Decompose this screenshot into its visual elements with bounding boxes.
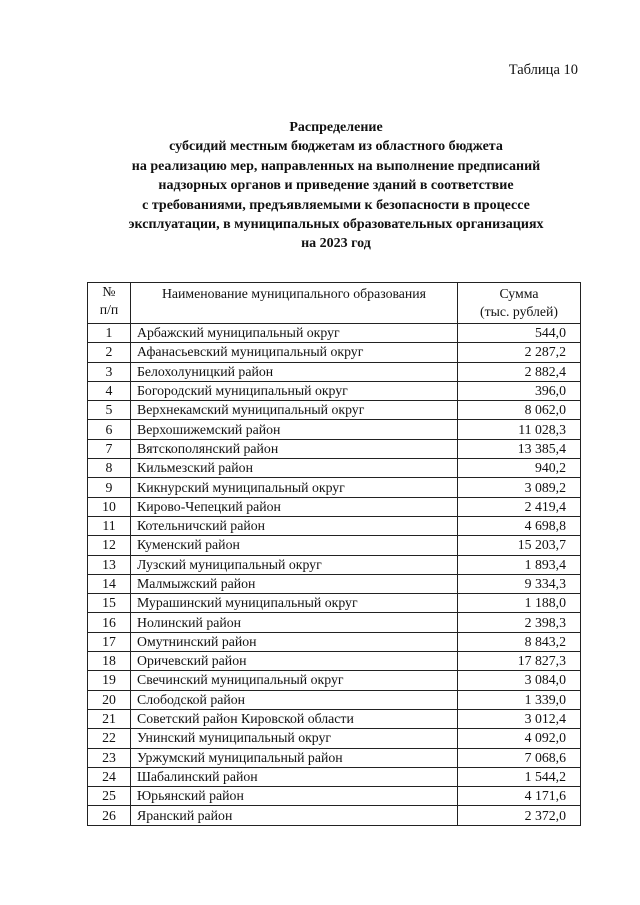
row-sum: 13 385,4 bbox=[458, 439, 581, 458]
row-municipality-name: Куменский район bbox=[131, 536, 458, 555]
title-line: Распределение bbox=[289, 120, 383, 135]
row-municipality-name: Свечинский муниципальный округ bbox=[131, 671, 458, 690]
table-row bbox=[88, 729, 581, 748]
row-sum: 1 893,4 bbox=[458, 555, 581, 574]
row-sum: 7 068,6 bbox=[458, 748, 581, 767]
header-name: Наименование муниципального образования bbox=[131, 283, 458, 324]
row-number: 12 bbox=[88, 536, 131, 555]
row-number: 20 bbox=[88, 690, 131, 709]
table-row bbox=[88, 439, 581, 458]
row-municipality-name: Кикнурский муниципальный округ bbox=[131, 478, 458, 497]
table-row bbox=[88, 613, 581, 632]
row-number: 16 bbox=[88, 613, 131, 632]
row-sum: 3 012,4 bbox=[458, 709, 581, 728]
table-row bbox=[88, 767, 581, 786]
row-number: 7 bbox=[88, 439, 131, 458]
row-municipality-name: Юрьянский район bbox=[131, 787, 458, 806]
row-sum: 3 084,0 bbox=[458, 671, 581, 690]
row-municipality-name: Вятскополянский район bbox=[131, 439, 458, 458]
table-row bbox=[88, 381, 581, 400]
row-number: 18 bbox=[88, 652, 131, 671]
title-line: субсидий местным бюджетам из областного бюджета bbox=[169, 139, 503, 155]
table-row bbox=[88, 574, 581, 593]
row-number: 25 bbox=[88, 787, 131, 806]
subsidy-table bbox=[87, 282, 581, 826]
row-municipality-name: Слободской район bbox=[131, 690, 458, 709]
row-number: 19 bbox=[88, 671, 131, 690]
row-municipality-name: Афанасьевский муниципальный округ bbox=[131, 343, 458, 362]
table-row bbox=[88, 806, 581, 825]
row-number: 2 bbox=[88, 343, 131, 362]
row-sum: 9 334,3 bbox=[458, 574, 581, 593]
title-line: эксплуатации, в муниципальных образовательных организациях bbox=[128, 217, 544, 233]
row-municipality-name: Оричевский район bbox=[131, 652, 458, 671]
table-row bbox=[88, 748, 581, 767]
row-municipality-name: Верхошижемский район bbox=[131, 420, 458, 439]
table-row bbox=[88, 555, 581, 574]
table-row bbox=[88, 671, 581, 690]
row-sum: 2 287,2 bbox=[458, 343, 581, 362]
table-row bbox=[88, 787, 581, 806]
row-sum: 1 544,2 bbox=[458, 767, 581, 786]
row-sum: 8 062,0 bbox=[458, 401, 581, 420]
row-municipality-name: Богородский муниципальный округ bbox=[131, 381, 458, 400]
row-municipality-name: Малмыжский район bbox=[131, 574, 458, 593]
row-sum: 11 028,3 bbox=[458, 420, 581, 439]
row-sum: 8 843,2 bbox=[458, 632, 581, 651]
row-number: 9 bbox=[88, 478, 131, 497]
row-number: 4 bbox=[88, 381, 131, 400]
table-row bbox=[88, 401, 581, 420]
row-sum: 1 339,0 bbox=[458, 690, 581, 709]
row-number: 14 bbox=[88, 574, 131, 593]
table-row bbox=[88, 709, 581, 728]
row-number: 15 bbox=[88, 594, 131, 613]
table-row bbox=[88, 652, 581, 671]
table-row bbox=[88, 594, 581, 613]
row-number: 21 bbox=[88, 709, 131, 728]
document-title bbox=[70, 118, 602, 254]
table-row bbox=[88, 497, 581, 516]
row-sum: 544,0 bbox=[458, 324, 581, 343]
row-sum: 4 092,0 bbox=[458, 729, 581, 748]
row-sum: 3 089,2 bbox=[458, 478, 581, 497]
row-sum: 2 419,4 bbox=[458, 497, 581, 516]
header-sum bbox=[458, 283, 581, 324]
row-sum: 17 827,3 bbox=[458, 652, 581, 671]
row-municipality-name: Лузский муниципальный округ bbox=[131, 555, 458, 574]
row-number: 24 bbox=[88, 767, 131, 786]
table-row bbox=[88, 690, 581, 709]
row-number: 3 bbox=[88, 362, 131, 381]
table-row bbox=[88, 362, 581, 381]
row-sum: 15 203,7 bbox=[458, 536, 581, 555]
row-sum: 4 171,6 bbox=[458, 787, 581, 806]
header-number bbox=[88, 283, 131, 324]
title-line: надзорных органов и приведение зданий в соответствие bbox=[158, 178, 514, 194]
row-sum: 940,2 bbox=[458, 459, 581, 478]
header-sum-line2: (тыс. рублей) bbox=[479, 304, 558, 319]
title-line: на реализацию мер, направленных на выполнение предписаний bbox=[131, 158, 541, 174]
table-row bbox=[88, 324, 581, 343]
table-header-row bbox=[88, 283, 581, 324]
table-row bbox=[88, 536, 581, 555]
row-number: 17 bbox=[88, 632, 131, 651]
table-row bbox=[88, 516, 581, 535]
row-municipality-name: Мурашинский муниципальный округ bbox=[131, 594, 458, 613]
row-number: 10 bbox=[88, 497, 131, 516]
row-sum: 2 398,3 bbox=[458, 613, 581, 632]
table-row bbox=[88, 478, 581, 497]
row-municipality-name: Омутнинский район bbox=[131, 632, 458, 651]
row-number: 26 bbox=[88, 806, 131, 825]
header-number-line1: № bbox=[102, 284, 116, 299]
row-number: 5 bbox=[88, 401, 131, 420]
row-municipality-name: Арбажский муниципальный округ bbox=[131, 324, 458, 343]
row-municipality-name: Советский район Кировской области bbox=[131, 709, 458, 728]
row-municipality-name: Шабалинский район bbox=[131, 767, 458, 786]
row-municipality-name: Кирово-Чепецкий район bbox=[131, 497, 458, 516]
title-line: с требованиями, предъявляемыми к безопасности в процессе bbox=[142, 197, 530, 213]
table-row bbox=[88, 343, 581, 362]
row-municipality-name: Унинский муниципальный округ bbox=[131, 729, 458, 748]
table-row bbox=[88, 420, 581, 439]
title-line: на 2023 год bbox=[301, 236, 371, 252]
row-municipality-name: Уржумский муниципальный район bbox=[131, 748, 458, 767]
row-municipality-name: Кильмезский район bbox=[131, 459, 458, 478]
header-number-line2: п/п bbox=[99, 302, 119, 317]
row-number: 6 bbox=[88, 420, 131, 439]
row-number: 23 bbox=[88, 748, 131, 767]
row-number: 22 bbox=[88, 729, 131, 748]
row-municipality-name: Яранский район bbox=[131, 806, 458, 825]
row-municipality-name: Нолинский район bbox=[131, 613, 458, 632]
table-row bbox=[88, 459, 581, 478]
row-sum: 1 188,0 bbox=[458, 594, 581, 613]
row-municipality-name: Верхнекамский муниципальный округ bbox=[131, 401, 458, 420]
row-number: 13 bbox=[88, 555, 131, 574]
header-sum-line1: Сумма bbox=[499, 286, 539, 301]
row-number: 1 bbox=[88, 324, 131, 343]
row-number: 11 bbox=[88, 516, 131, 535]
row-municipality-name: Котельничский район bbox=[131, 516, 458, 535]
row-sum: 2 372,0 bbox=[458, 806, 581, 825]
row-municipality-name: Белохолуницкий район bbox=[131, 362, 458, 381]
row-sum: 4 698,8 bbox=[458, 516, 581, 535]
row-sum: 2 882,4 bbox=[458, 362, 581, 381]
row-sum: 396,0 bbox=[458, 381, 581, 400]
table-body bbox=[88, 324, 581, 826]
table-row bbox=[88, 632, 581, 651]
table-number-label: Таблица 10 bbox=[508, 62, 578, 78]
row-number: 8 bbox=[88, 459, 131, 478]
